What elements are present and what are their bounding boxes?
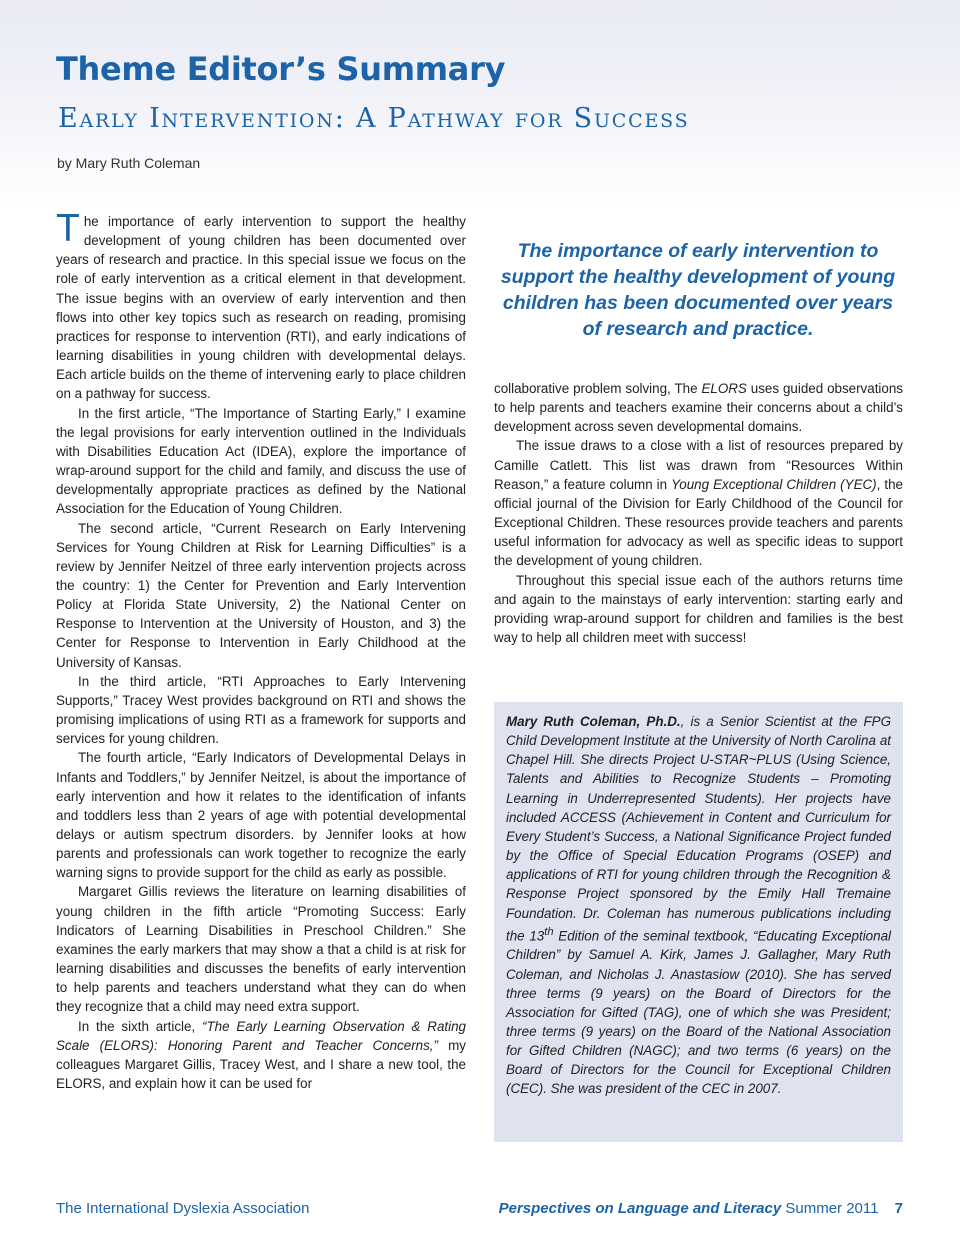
publication-name: Perspectives on Language and Literacy xyxy=(498,1200,782,1217)
paragraph-text: uses guided observations to help parents and teachers examine their concerns about a child’s development across seven developmental domains. xyxy=(494,381,903,435)
page-number: 7 xyxy=(894,1200,903,1217)
paragraph xyxy=(494,436,903,570)
superscript: th xyxy=(544,925,554,938)
issue-date: Summer 2011 xyxy=(785,1200,879,1217)
footer-organization: The International Dyslexia Association xyxy=(56,1200,310,1217)
author-bio xyxy=(506,712,891,1099)
paragraph-text: , the official journal of the Division for Early Childhood of the Council for Exceptional Children. These resources provide teachers and parents useful information for advocacy as well as specific ideas to support the development of young children. xyxy=(494,476,903,569)
pull-quote: The importance of early intervention to support the healthy development of young children has been documented over years of research and practice. xyxy=(500,240,896,340)
paragraph: In the first article, “The Importance of Starting Early,” I examine the legal provisions for early intervention outlined in the Individuals with Disabilities Education Act (IDEA), explore the importance of wrap-around support for the child and family, and discuss the use of developmentally appropriate practices as defined by the National Association for the Education of Young Children. xyxy=(56,405,466,517)
paragraph: In the third article, “RTI Approaches to Early Intervening Supports,” Tracey West provides background on RTI and shows the promising implications of using RTI as a framework for supports and services for young children. xyxy=(56,673,466,747)
left-column xyxy=(56,207,466,1093)
right-column xyxy=(494,379,903,647)
author-bio-box xyxy=(494,702,903,1142)
paragraph xyxy=(494,379,903,436)
paragraph-text: collaborative problem solving, The xyxy=(494,381,702,396)
bio-text: , is a Senior Scientist at the FPG Child Development Institute at the University of North Carolina at Chapel Hill. She directs Project U-STAR~PLUS (Using Science, Talents and Abilities to Recognize Students – Promoting Learning in Underrepresented Students). Her projects have included ACCESS (Achievement in Content and Curriculum for Every Student’s Success, a National Significance Project funded by the Office of Special Education Programs (OSEP) and applications of RTI for young children through the Recognition & Response Project sponsored by the Emily Hall Tremaine Foundation. Dr. Coleman has numerous publications including the 13 xyxy=(506,714,891,944)
paragraph-text: he importance of early intervention to support the healthy development of young children has been documented over years of research and practice. In this special issue we focus on the role of early intervention as a critical element in that development. The issue begins with an overview of early intervention and then flows into other key topics such as research on reading, promising practices for response to intervention (RTI), and early indications of learning disabilities in young children with developmental delays. Each article builds on the theme of intervening early to place children on a pathway for success. xyxy=(56,214,466,402)
paragraph: Throughout this special issue each of the authors returns time and again to the mainstays of early intervention: starting early and providing wrap-around support for children and families is the best way to help all children meet with success! xyxy=(494,572,903,646)
footer-publication-info xyxy=(499,1200,903,1217)
byline: by Mary Ruth Coleman xyxy=(57,155,201,171)
elors-italic: ELORS xyxy=(701,381,747,396)
paragraph-text: my colleagues Margaret Gillis, Tracey West, and I share a new tool, the ELORS, and explain how it can be used for xyxy=(56,1037,466,1092)
article-title-italic: “The Early Learning Observation & Rating Scale (ELORS): Honoring Parent and Teacher Concerns,” xyxy=(56,1018,466,1053)
page-title: Theme Editor’s Summary xyxy=(56,50,506,88)
paragraph xyxy=(56,207,466,404)
drop-cap: T xyxy=(56,207,80,250)
paragraph: Margaret Gillis reviews the literature on learning disabilities of young children in the fifth article “Promoting Success: Early Indicators of Learning Disabilities in Preschool Children.” She examines the early markers that may show a that a child is at risk for learning disabilities and discusses the benefits of early intervention to help parents and teachers understand what they can do when they recognize that a child may need extra support. xyxy=(56,884,466,1015)
paragraph xyxy=(56,1017,466,1094)
paragraph-text: In the sixth article, xyxy=(78,1018,202,1034)
paragraph-text: The issue draws to a close with a list of resources prepared by Camille Catlett. This list was drawn from “Resources Within Reason,” a feature column in xyxy=(494,438,903,492)
author-name: Mary Ruth Coleman, Ph.D. xyxy=(506,714,681,729)
paragraph: The fourth article, “Early Indicators of Developmental Delays in Infants and Toddlers,” by Jennifer Neitzel, is about the importance of early intervention and how it relates to the identification of infants and toddlers less than 2 years of age with potential developmental delays or autism spectrum disorders. by Jennifer looks at how parents and professionals can work together to recognize the early warning signs to provide support for the child as early as possible. xyxy=(56,750,466,881)
article-subtitle: Early Intervention: A Pathway for Success xyxy=(58,103,690,134)
bio-text: Edition of the seminal textbook, “Educating Exceptional Children” by Samuel A. Kirk, James J. Gallagher, Mary Ruth Coleman, and Nicholas J. Anastasiow (2010). She has served three terms (9 years) on the Board of Directors for the Association for Gifted (TAG), one of which she was President; three terms (9 years) on the Board of the National Association for Gifted Children (NAGC); and two terms (6 years) on the Board of Directors for the Council for Exceptional Children (CEC). She was president of the CEC in 2007. xyxy=(506,928,892,1097)
paragraph: The second article, “Current Research on Early Intervening Services for Young Children at Risk for Learning Difficulties” is a review by Jennifer Neitzel of three early intervention projects across the country: 1) the Center for Prevention and Early Intervention Policy at Florida State University, 2) the National Center on Response to Intervention at the University of Houston, and 3) the Center for Response to Intervention in Early Childhood at the University of Kansas. xyxy=(56,520,466,670)
journal-title-italic: Young Exceptional Children (YEC) xyxy=(671,476,877,492)
